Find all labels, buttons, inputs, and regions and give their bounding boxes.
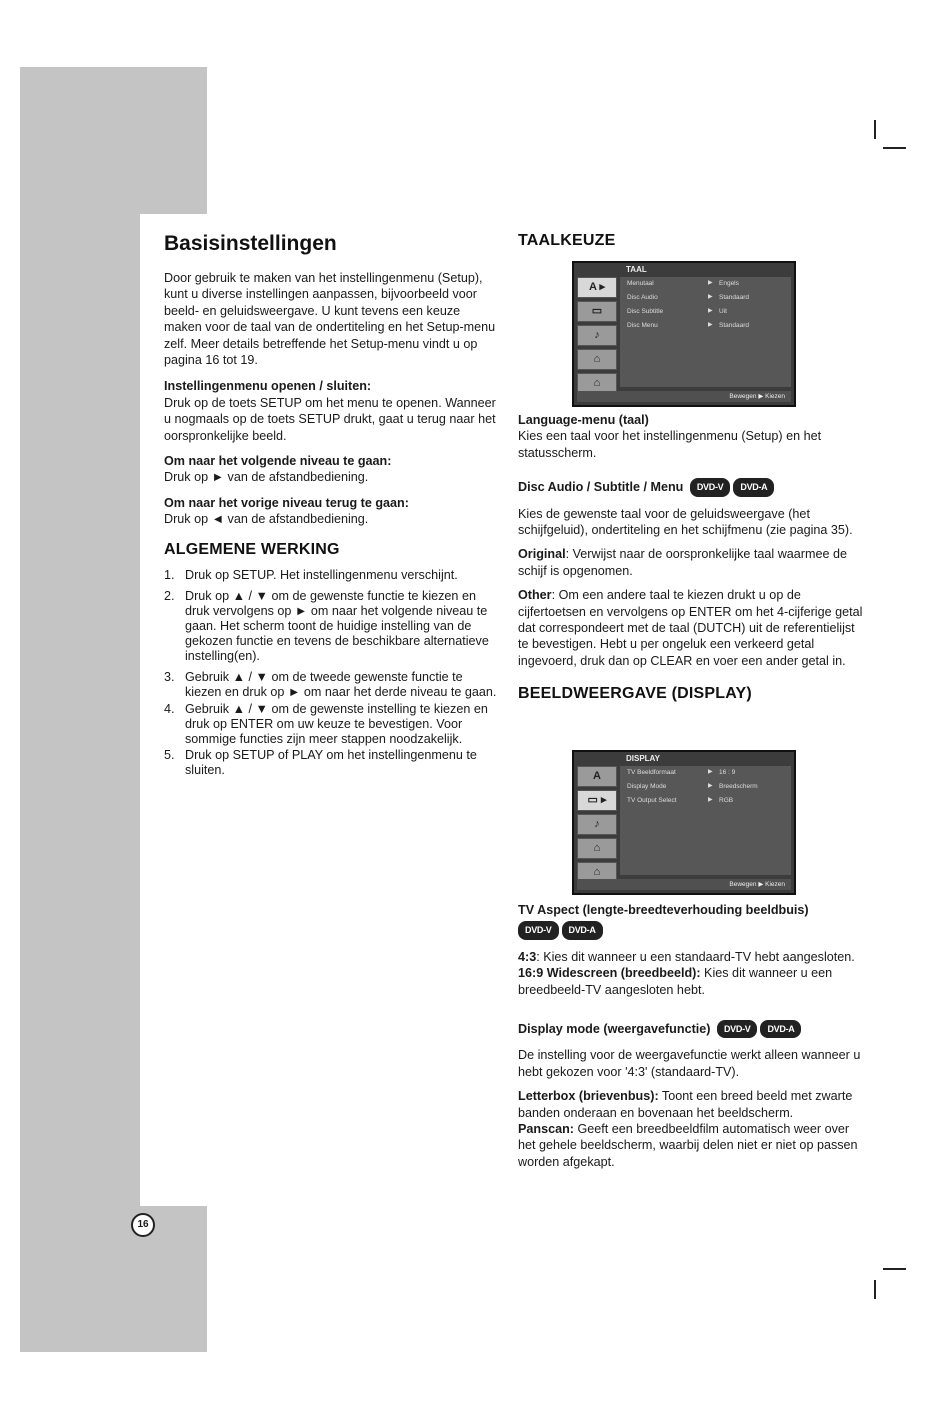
menu-row	[620, 766, 791, 780]
menu-row-label: Disc Menu	[627, 322, 658, 329]
menu-options-panel	[620, 766, 791, 875]
original-paragraph	[518, 546, 863, 579]
aspect-43-text: : Kies dit wanneer u een standaard-TV hebt aangesloten.	[536, 949, 855, 964]
letterbox-text: Toont een breed beeld met zwarte banden onderaan en bovenaan het beeldscherm.	[518, 1089, 853, 1120]
right-column	[518, 232, 858, 250]
menu-options-panel	[620, 277, 791, 387]
display-tab-icon: ▭	[577, 301, 617, 322]
arrow-right-icon: ▶	[708, 783, 713, 789]
menu-row-label: TV Beeldformaat	[627, 769, 676, 776]
arrow-right-icon: ▶	[708, 322, 713, 328]
arrow-right-icon: ▶	[708, 769, 713, 775]
list-item	[164, 589, 498, 663]
step-number: 1.	[164, 567, 175, 582]
audio-tab-icon: ♪	[577, 325, 617, 346]
other-paragraph	[518, 587, 863, 669]
panscan-paragraph	[518, 1121, 863, 1170]
letterbox-paragraph	[518, 1088, 863, 1121]
original-label: Original	[518, 547, 566, 562]
disc-heading	[518, 478, 863, 496]
language-tab-icon: A	[577, 766, 617, 787]
lock-tab-icon: ⌂	[577, 349, 617, 370]
display-tab-icon: ▭ ▸	[577, 790, 617, 811]
arrow-right-icon: ▶	[708, 797, 713, 803]
aspect-43-paragraph	[518, 949, 863, 965]
taal-menu-screenshot	[572, 261, 796, 407]
arrow-right-icon: ▶	[708, 308, 713, 314]
display-mode-text: De instelling voor de weergavefunctie werkt alleen wanneer u hebt gekozen voor '4:3' (standaard-TV).	[518, 1048, 861, 1079]
menu-row-value: RGB	[719, 797, 734, 804]
panscan-text: Geeft een breedbeeldfilm automatisch weer over het gehele beeldscherm, waarbij delen niet er niet op passen worden afgekapt.	[518, 1122, 858, 1169]
other-text: : Om een andere taal te kiezen drukt u op de cijfertoetsen en vervolgens op ENTER om het 4-cijferige getal dat correspondeert met de taal (DUTCH) uit de referentielijst te bevestigen. Hebt u per ongeluk een verkeerd getal ingevoerd, druk dan op CLEAR en voer een ander getal in.	[518, 588, 863, 668]
menu-row-value: Standaard	[719, 322, 749, 329]
taal-heading: TAALKEUZE	[518, 232, 616, 249]
crop-mark	[883, 1268, 906, 1270]
menu-row	[620, 794, 791, 808]
arrow-right-icon: ▶	[708, 294, 713, 300]
step-number: 2.	[164, 589, 175, 604]
menu-row-label: Disc Audio	[627, 294, 658, 301]
aspect-169-paragraph	[518, 965, 863, 998]
arrow-right-icon: ▶	[708, 280, 713, 286]
original-text: : Verwijst naar de oorspronkelijke taal waarmee de schijf is opgenomen.	[518, 547, 847, 578]
taal-text-block	[518, 412, 863, 703]
menu-row	[620, 319, 791, 333]
step-text: Druk op ▲ / ▼ om de gewenste functie te kiezen en druk vervolgens op ► om naar het volgende niveau te gaan. Het scherm toont de huidige instelling van de gekozen functie en tevens de beschikbare alternatieve instelling(en).	[185, 589, 489, 663]
panscan-label: Panscan:	[518, 1122, 574, 1137]
open-close-heading: Instellingenmenu openen / sluiten:	[164, 379, 372, 394]
display-mode-heading-text: Display mode (weergavefunctie)	[518, 1022, 711, 1037]
menu-footer: Bewegen ▶ Kiezen	[577, 879, 791, 890]
dvd-v-badge: DVD-V	[518, 921, 559, 939]
dvd-v-badge: DVD-V	[717, 1020, 758, 1038]
step-text: Druk op SETUP of PLAY om het instellingenmenu te sluiten.	[185, 748, 477, 778]
menu-row-label: Menutaal	[627, 280, 654, 287]
page-number: 16	[131, 1213, 155, 1237]
menu-row-value: Breedscherm	[719, 783, 758, 790]
display-mode-heading	[518, 1020, 863, 1038]
aspect-169-text: Kies dit wanneer u een breedbeeld-TV aangesloten hebt.	[518, 966, 833, 997]
dvd-a-badge: DVD-A	[733, 478, 774, 496]
menu-row-label: Disc Subtitle	[627, 308, 664, 315]
margin-band-top	[20, 67, 207, 214]
list-item	[164, 702, 498, 746]
menu-row-value: 16 : 9	[719, 769, 736, 776]
menu-row-value: Engels	[719, 280, 739, 287]
margin-band-side	[20, 214, 140, 1206]
menu-tab-column	[577, 277, 617, 397]
step-number: 3.	[164, 670, 175, 685]
letterbox-label: Letterbox (brievenbus):	[518, 1089, 659, 1104]
step-number: 4.	[164, 702, 175, 717]
dvd-v-badge: DVD-V	[690, 478, 731, 496]
menu-row	[620, 291, 791, 305]
step-text: Druk op SETUP. Het instellingenmenu verschijnt.	[185, 567, 458, 582]
step-number: 5.	[164, 748, 175, 763]
other-tab-icon: ⌂	[577, 373, 617, 394]
display-text-block	[518, 902, 863, 1170]
tv-aspect-heading: TV Aspect (lengte-breedteverhouding beeldbuis)	[518, 903, 809, 917]
list-item	[164, 568, 498, 583]
menu-row-label: Display Mode	[627, 783, 667, 790]
menu-row	[620, 780, 791, 794]
list-item	[164, 670, 498, 700]
other-label: Other	[518, 588, 552, 603]
steps-list	[164, 568, 498, 778]
intro-paragraph: Door gebruik te maken van het instellingenmenu (Setup), kunt u diverse instellingen aanpassen, bijvoorbeeld voor beeld- en geluidsweergave. U kunt tevens een keuze maken voor de taal van de ondertiteling en het Setup-menu zelf. Meer details betreffende het Setup-menu vindt u op pagina 16 tot 19.	[164, 271, 496, 368]
prev-level-heading: Om naar het vorige niveau terug te gaan:	[164, 495, 409, 510]
menu-row	[620, 277, 791, 291]
other-tab-icon: ⌂	[577, 862, 617, 883]
list-item	[164, 748, 498, 778]
aspect-43-label: 4:3	[518, 949, 537, 964]
language-menu-heading: Language-menu (taal)	[518, 413, 649, 427]
dvd-a-badge: DVD-A	[760, 1020, 801, 1038]
lock-tab-icon: ⌂	[577, 838, 617, 859]
crop-mark	[874, 120, 876, 139]
menu-footer: Bewegen ▶ Kiezen	[577, 391, 791, 402]
disc-heading-text: Disc Audio / Subtitle / Menu	[518, 480, 684, 495]
menu-row-value: Standaard	[719, 294, 749, 301]
prev-level-text: Druk op ◄ van de afstandbediening.	[164, 512, 369, 527]
tv-aspect-badges	[518, 921, 863, 939]
step-text: Gebruik ▲ / ▼ om de gewenste instelling te kiezen en druk op ENTER om uw keuze te bevestigen. Voor sommige functies zijn meer stappen noodzakelijk.	[185, 702, 488, 746]
page-title: Basisinstellingen	[164, 232, 337, 255]
display-menu-screenshot	[572, 750, 796, 895]
menu-title: DISPLAY	[626, 754, 660, 763]
menu-row	[620, 305, 791, 319]
left-column	[164, 232, 498, 778]
menu-title: TAAL	[626, 265, 647, 274]
crop-mark	[883, 147, 906, 149]
display-heading: BEELDWEERGAVE (DISPLAY)	[518, 685, 752, 703]
next-level-heading: Om naar het volgende niveau te gaan:	[164, 454, 392, 469]
menu-tab-column	[577, 766, 617, 886]
aspect-169-label: 16:9 Widescreen (breedbeeld):	[518, 966, 701, 981]
open-close-text: Druk op de toets SETUP om het menu te openen. Wanneer u nogmaals op de toets SETUP drukt, gaat u terug naar het oorspronkelijke beeld.	[164, 395, 496, 443]
margin-band-bottom	[20, 1206, 207, 1352]
menu-row-value: Uit	[719, 308, 727, 315]
general-heading: ALGEMENE WERKING	[164, 540, 340, 558]
menu-row-label: TV Output Select	[627, 797, 677, 804]
dvd-a-badge: DVD-A	[562, 921, 603, 939]
language-tab-icon: A ▸	[577, 277, 617, 298]
next-level-text: Druk op ► van de afstandbediening.	[164, 470, 369, 485]
crop-mark	[874, 1280, 876, 1299]
language-menu-text: Kies een taal voor het instellingenmenu (Setup) en het statusscherm.	[518, 429, 822, 460]
step-text: Gebruik ▲ / ▼ om de tweede gewenste functie te kiezen en druk op ► om naar het derde niveau te gaan.	[185, 670, 497, 700]
disc-text: Kies de gewenste taal voor de geluidsweergave (het schijfgeluid), ondertiteling en het schijfmenu (zie pagina 35).	[518, 506, 853, 538]
audio-tab-icon: ♪	[577, 814, 617, 835]
